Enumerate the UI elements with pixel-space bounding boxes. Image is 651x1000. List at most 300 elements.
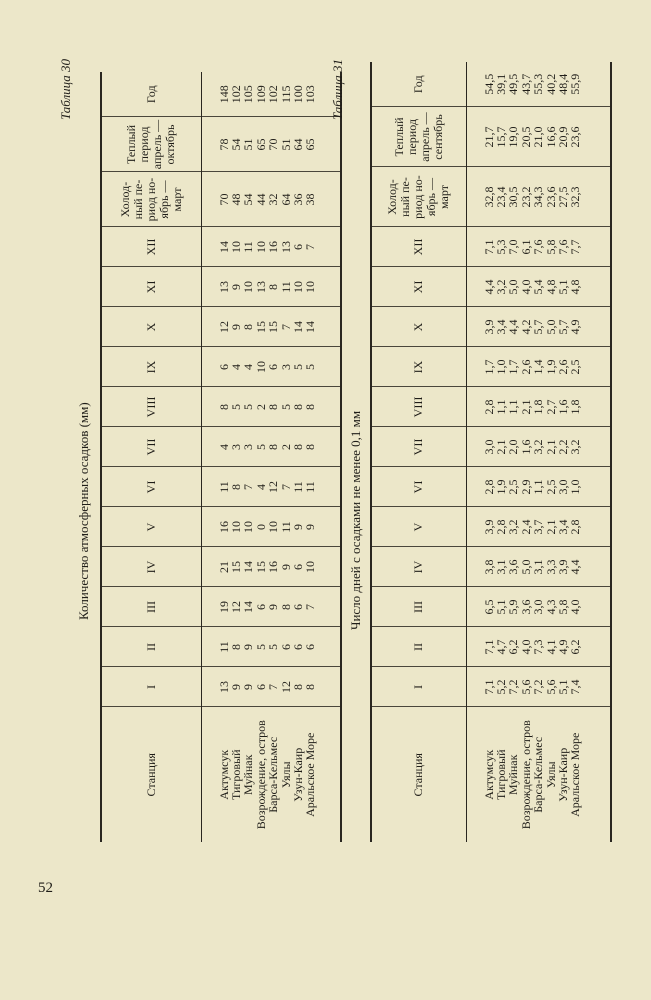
table31-cell: 3,6 bbox=[506, 559, 521, 575]
table30-data-column-12 bbox=[201, 227, 341, 267]
table30-cell: 15 bbox=[253, 561, 268, 573]
table30-header-13: Холод-ный пе-риод но-ябрь — март bbox=[101, 172, 201, 227]
table30-cell: 6 bbox=[266, 364, 281, 370]
table30-cell: 115 bbox=[278, 85, 293, 104]
table31-cell: 3,7 bbox=[531, 519, 546, 535]
table31-cell: 3,3 bbox=[543, 559, 558, 575]
table31-cell: 3,2 bbox=[531, 439, 546, 455]
table31-cell: 1,1 bbox=[531, 479, 546, 495]
table31-cell: 48,4 bbox=[555, 73, 570, 95]
table31-cell: 2,1 bbox=[543, 519, 558, 535]
table30-cell: 19 bbox=[216, 601, 231, 613]
table30-data-column-14 bbox=[201, 117, 341, 172]
table31-header-11: XI bbox=[371, 267, 466, 307]
table30-cell: 13 bbox=[253, 281, 268, 293]
table31-cell: 1,7 bbox=[481, 359, 496, 375]
table-31-header-row bbox=[371, 62, 466, 842]
table30-cell: 11 bbox=[216, 641, 231, 653]
table31-cell: 4,9 bbox=[568, 319, 583, 335]
table30-cell: 14 bbox=[216, 241, 231, 253]
table31-data-column-10 bbox=[466, 307, 611, 347]
table30-cell: 8 bbox=[266, 404, 281, 410]
table30-data-column-1 bbox=[201, 667, 341, 707]
table30-cell: 100 bbox=[290, 85, 305, 104]
table31-station-name: Тигровый bbox=[493, 749, 508, 801]
table30-cell: 65 bbox=[253, 138, 268, 151]
table31-cell: 40,2 bbox=[543, 73, 558, 95]
table30-cell: 54 bbox=[228, 138, 243, 151]
table31-cell: 43,7 bbox=[518, 73, 533, 95]
table30-cell: 9 bbox=[241, 644, 256, 650]
table31-header-4: IV bbox=[371, 547, 466, 587]
table-31-label: Таблица 31 bbox=[330, 58, 345, 120]
table30-cell: 5 bbox=[290, 364, 305, 370]
table31-cell: 7,3 bbox=[531, 639, 546, 655]
table30-station-name: Узун-Каир bbox=[290, 747, 305, 802]
table31-data-column-5 bbox=[466, 507, 611, 547]
table31-cell: 2,5 bbox=[506, 479, 521, 495]
table31-cell: 7,4 bbox=[568, 679, 583, 695]
table31-cell: 3,0 bbox=[481, 439, 496, 455]
table31-cell: 5,8 bbox=[543, 239, 558, 255]
table31-cell: 21,7 bbox=[481, 126, 496, 148]
table30-cell: 10 bbox=[303, 281, 318, 293]
table30-station-name: Аральское Море bbox=[303, 732, 318, 817]
table30-data-column-6 bbox=[201, 467, 341, 507]
table30-cell: 12 bbox=[228, 601, 243, 613]
table30-header-5: V bbox=[101, 507, 201, 547]
table30-cell: 3 bbox=[278, 364, 293, 370]
table31-cell: 7,6 bbox=[531, 239, 546, 255]
table30-cell: 13 bbox=[216, 281, 231, 293]
table30-header-7: VII bbox=[101, 427, 201, 467]
table30-header-12: XII bbox=[101, 227, 201, 267]
table30-cell: 8 bbox=[266, 284, 281, 290]
table30-cell: 5 bbox=[253, 644, 268, 650]
table31-cell: 4,4 bbox=[481, 279, 496, 295]
table31-cell: 32,8 bbox=[481, 186, 496, 208]
table30-header-11: XI bbox=[101, 267, 201, 307]
table30-cell: 10 bbox=[253, 361, 268, 373]
table31-header-2: II bbox=[371, 627, 466, 667]
table30-cell: 6 bbox=[290, 644, 305, 650]
table31-cell: 3,2 bbox=[493, 279, 508, 295]
table31-cell: 3,1 bbox=[493, 559, 508, 575]
table-31-body-row bbox=[466, 62, 611, 842]
table30-cell: 11 bbox=[241, 241, 256, 253]
table31-cell: 5,0 bbox=[506, 279, 521, 295]
table30-cell: 14 bbox=[303, 321, 318, 333]
table31-data-column-2 bbox=[466, 627, 611, 667]
table30-cell: 9 bbox=[266, 604, 281, 610]
table30-cell: 38 bbox=[303, 193, 318, 206]
table31-cell: 5,7 bbox=[531, 319, 546, 335]
table30-header-15: Год bbox=[101, 72, 201, 117]
table31-header-13: Холод-ный пе-риод но-ябрь — март bbox=[371, 167, 466, 227]
table31-cell: 1,7 bbox=[506, 359, 521, 375]
table31-cell: 4,0 bbox=[568, 599, 583, 615]
table31-cell: 1,0 bbox=[568, 479, 583, 495]
table30-cell: 8 bbox=[228, 644, 243, 650]
table31-data-column-9 bbox=[466, 347, 611, 387]
table30-cell: 10 bbox=[228, 241, 243, 253]
table31-cell: 3,4 bbox=[493, 319, 508, 335]
table31-header-9: IX bbox=[371, 347, 466, 387]
table31-cell: 3,1 bbox=[531, 559, 546, 575]
table30-data-column-3 bbox=[201, 587, 341, 627]
table31-data-column-6 bbox=[466, 467, 611, 507]
table31-header-0: Станция bbox=[371, 707, 466, 842]
table30-cell: 48 bbox=[228, 193, 243, 206]
table31-cell: 6,5 bbox=[481, 599, 496, 615]
table30-cell: 21 bbox=[216, 561, 231, 573]
table30-station-name: Возрождение, остров bbox=[253, 720, 268, 830]
table31-cell: 7,0 bbox=[506, 239, 521, 255]
table31-cell: 7,2 bbox=[531, 679, 546, 695]
table31-cell: 5,0 bbox=[543, 319, 558, 335]
table31-cell: 2,8 bbox=[481, 479, 496, 495]
table31-cell: 2,5 bbox=[568, 359, 583, 375]
table30-cell: 5 bbox=[266, 644, 281, 650]
table31-station-column bbox=[466, 707, 611, 842]
table31-cell: 55,3 bbox=[531, 73, 546, 95]
table30-cell: 14 bbox=[241, 561, 256, 573]
table30-cell: 8 bbox=[303, 684, 318, 690]
table30-cell: 9 bbox=[228, 284, 243, 290]
table30-data-column-4 bbox=[201, 547, 341, 587]
table30-cell: 6 bbox=[303, 644, 318, 650]
table30-cell: 8 bbox=[303, 444, 318, 450]
table30-cell: 7 bbox=[266, 684, 281, 690]
table31-header-15: Год bbox=[371, 62, 466, 107]
table30-cell: 6 bbox=[216, 364, 231, 370]
table30-cell: 7 bbox=[278, 484, 293, 490]
table30-cell: 6 bbox=[253, 604, 268, 610]
table31-header-1: I bbox=[371, 667, 466, 707]
table31-cell: 1,4 bbox=[531, 359, 546, 375]
table31-cell: 1,1 bbox=[506, 399, 521, 415]
table31-header-8: VIII bbox=[371, 387, 466, 427]
table30-cell: 15 bbox=[228, 561, 243, 573]
table30-header-9: IX bbox=[101, 347, 201, 387]
table31-cell: 16,6 bbox=[543, 126, 558, 148]
table30-cell: 13 bbox=[216, 681, 231, 693]
table31-cell: 1,6 bbox=[555, 399, 570, 415]
table30-cell: 9 bbox=[228, 324, 243, 330]
table31-cell: 3,4 bbox=[555, 519, 570, 535]
table31-header-10: X bbox=[371, 307, 466, 347]
table30-cell: 148 bbox=[216, 85, 231, 104]
table31-cell: 2,5 bbox=[543, 479, 558, 495]
table31-cell: 7,1 bbox=[481, 679, 496, 695]
table31-cell: 5,3 bbox=[493, 239, 508, 255]
table30-header-6: VI bbox=[101, 467, 201, 507]
table30-cell: 5 bbox=[303, 364, 318, 370]
table31-cell: 3,9 bbox=[481, 319, 496, 335]
table31-cell: 5,4 bbox=[531, 279, 546, 295]
table30-cell: 9 bbox=[228, 684, 243, 690]
table31-data-column-7 bbox=[466, 427, 611, 467]
table30-cell: 14 bbox=[290, 321, 305, 333]
table30-cell: 7 bbox=[303, 604, 318, 610]
table30-data-column-7 bbox=[201, 427, 341, 467]
table30-cell: 11 bbox=[216, 481, 231, 493]
table30-cell: 6 bbox=[290, 564, 305, 570]
table31-cell: 49,5 bbox=[506, 73, 521, 95]
table31-cell: 3,9 bbox=[481, 519, 496, 535]
table31-header-7: VII bbox=[371, 427, 466, 467]
table30-cell: 4 bbox=[216, 444, 231, 450]
table31-cell: 6,2 bbox=[506, 639, 521, 655]
table31-data-column-15 bbox=[466, 62, 611, 107]
table30-cell: 15 bbox=[253, 321, 268, 333]
table30-cell: 64 bbox=[278, 193, 293, 206]
table31-cell: 5,6 bbox=[518, 679, 533, 695]
table31-cell: 23,4 bbox=[493, 186, 508, 208]
table30-station-name: Уялы bbox=[278, 761, 293, 789]
table30-cell: 15 bbox=[266, 321, 281, 333]
table31-data-column-3 bbox=[466, 587, 611, 627]
table30-cell: 70 bbox=[216, 193, 231, 206]
table30-station-name: Тигровый bbox=[228, 749, 243, 801]
table31-cell: 7,1 bbox=[481, 639, 496, 655]
table31-cell: 4,9 bbox=[555, 639, 570, 655]
table31-cell: 6,1 bbox=[518, 239, 533, 255]
table31-cell: 2,4 bbox=[518, 519, 533, 535]
table30-cell: 10 bbox=[241, 521, 256, 533]
table30-cell: 51 bbox=[278, 138, 293, 151]
table-30 bbox=[100, 72, 342, 842]
table31-cell: 2,2 bbox=[555, 439, 570, 455]
table30-cell: 14 bbox=[241, 601, 256, 613]
table31-cell: 3,8 bbox=[481, 559, 496, 575]
table30-cell: 7 bbox=[241, 484, 256, 490]
table31-cell: 4,8 bbox=[543, 279, 558, 295]
table30-cell: 11 bbox=[290, 481, 305, 493]
table30-cell: 6 bbox=[290, 604, 305, 610]
table31-cell: 5,0 bbox=[518, 559, 533, 575]
table31-station-name: Уялы bbox=[543, 761, 558, 789]
table30-cell: 105 bbox=[241, 85, 256, 104]
table30-cell: 8 bbox=[241, 324, 256, 330]
table30-station-column bbox=[201, 707, 341, 842]
table-31-title: Число дней с осадками не менее 0,1 мм bbox=[348, 410, 363, 630]
table30-cell: 8 bbox=[266, 444, 281, 450]
table31-cell: 4,1 bbox=[543, 639, 558, 655]
table31-cell: 1,6 bbox=[518, 439, 533, 455]
table31-cell: 5,9 bbox=[506, 599, 521, 615]
table30-cell: 64 bbox=[290, 138, 305, 151]
table-30-label: Таблица 30 bbox=[58, 58, 73, 120]
table30-cell: 3 bbox=[228, 444, 243, 450]
table31-cell: 7,7 bbox=[568, 239, 583, 255]
table30-header-14: Теплый период апрель — октябрь bbox=[101, 117, 201, 172]
table30-cell: 8 bbox=[228, 484, 243, 490]
table31-station-name: Аральское Море bbox=[568, 732, 583, 817]
table31-cell: 23,2 bbox=[518, 186, 533, 208]
table30-data-column-15 bbox=[201, 72, 341, 117]
table31-cell: 5,8 bbox=[555, 599, 570, 615]
table31-cell: 23,6 bbox=[568, 126, 583, 148]
table30-data-column-5 bbox=[201, 507, 341, 547]
table30-cell: 4 bbox=[241, 364, 256, 370]
table30-station-name: Актумсук bbox=[216, 749, 231, 800]
table31-cell: 15,7 bbox=[493, 126, 508, 148]
table31-cell: 5,6 bbox=[543, 679, 558, 695]
table30-cell: 10 bbox=[228, 521, 243, 533]
table31-station-name: Узун-Каир bbox=[555, 747, 570, 802]
table-30-body-row bbox=[201, 72, 341, 842]
table31-station-name: Барса-Кельмес bbox=[531, 736, 546, 813]
table31-cell: 3,9 bbox=[555, 559, 570, 575]
table31-cell: 2,7 bbox=[543, 399, 558, 415]
table31-cell: 4,0 bbox=[518, 279, 533, 295]
table30-header-4: IV bbox=[101, 547, 201, 587]
table31-data-column-4 bbox=[466, 547, 611, 587]
table31-cell: 2,1 bbox=[518, 399, 533, 415]
table31-cell: 27,5 bbox=[555, 186, 570, 208]
table30-cell: 7 bbox=[303, 244, 318, 250]
table30-data-column-11 bbox=[201, 267, 341, 307]
table31-cell: 4,8 bbox=[568, 279, 583, 295]
table31-cell: 7,1 bbox=[481, 239, 496, 255]
table30-cell: 16 bbox=[216, 521, 231, 533]
table31-header-12: XII bbox=[371, 227, 466, 267]
table31-data-column-14 bbox=[466, 107, 611, 167]
table31-cell: 20,5 bbox=[518, 126, 533, 148]
table30-cell: 70 bbox=[266, 138, 281, 151]
table30-cell: 9 bbox=[278, 564, 293, 570]
table31-data-column-13 bbox=[466, 167, 611, 227]
table31-cell: 39,1 bbox=[493, 73, 508, 95]
table30-cell: 8 bbox=[303, 404, 318, 410]
table31-cell: 2,1 bbox=[543, 439, 558, 455]
table31-cell: 4,0 bbox=[518, 639, 533, 655]
table30-cell: 54 bbox=[241, 193, 256, 206]
table30-cell: 9 bbox=[303, 524, 318, 530]
table31-station-name: Возрождение, остров bbox=[518, 720, 533, 830]
table31-cell: 3,0 bbox=[555, 479, 570, 495]
table30-cell: 10 bbox=[303, 561, 318, 573]
table30-cell: 16 bbox=[266, 241, 281, 253]
table31-station-name: Актумсук bbox=[481, 749, 496, 800]
table-30-header-row bbox=[101, 72, 201, 842]
table30-cell: 65 bbox=[303, 138, 318, 151]
table30-data-column-9 bbox=[201, 347, 341, 387]
table30-cell: 11 bbox=[278, 521, 293, 533]
table30-cell: 32 bbox=[266, 193, 281, 206]
table30-header-1: I bbox=[101, 667, 201, 707]
table31-cell: 2,8 bbox=[493, 519, 508, 535]
table30-cell: 5 bbox=[278, 404, 293, 410]
table31-cell: 2,9 bbox=[518, 479, 533, 495]
table30-header-8: VIII bbox=[101, 387, 201, 427]
table31-cell: 34,3 bbox=[531, 186, 546, 208]
table30-cell: 12 bbox=[278, 681, 293, 693]
table30-cell: 6 bbox=[253, 684, 268, 690]
table30-cell: 6 bbox=[290, 244, 305, 250]
table31-cell: 1,0 bbox=[493, 359, 508, 375]
table31-cell: 4,4 bbox=[506, 319, 521, 335]
table31-cell: 5,1 bbox=[555, 679, 570, 695]
table31-header-14: Теплый период апрель — сентябрь bbox=[371, 107, 466, 167]
table30-cell: 10 bbox=[253, 241, 268, 253]
table31-data-column-8 bbox=[466, 387, 611, 427]
table31-header-5: V bbox=[371, 507, 466, 547]
table30-header-2: II bbox=[101, 627, 201, 667]
table30-data-column-8 bbox=[201, 387, 341, 427]
table30-header-3: III bbox=[101, 587, 201, 627]
table30-cell: 9 bbox=[290, 524, 305, 530]
table31-data-column-12 bbox=[466, 227, 611, 267]
table31-cell: 3,6 bbox=[518, 599, 533, 615]
table31-cell: 4,4 bbox=[568, 559, 583, 575]
table30-cell: 9 bbox=[241, 684, 256, 690]
table30-cell: 8 bbox=[278, 604, 293, 610]
table31-cell: 3,2 bbox=[506, 519, 521, 535]
table31-cell: 23,6 bbox=[543, 186, 558, 208]
table31-cell: 7,6 bbox=[555, 239, 570, 255]
table30-cell: 102 bbox=[266, 85, 281, 104]
table31-cell: 5,2 bbox=[493, 679, 508, 695]
table30-cell: 8 bbox=[216, 404, 231, 410]
table-31 bbox=[370, 62, 612, 842]
table30-cell: 109 bbox=[253, 85, 268, 104]
table30-cell: 12 bbox=[266, 481, 281, 493]
table31-cell: 21,0 bbox=[531, 126, 546, 148]
table30-cell: 2 bbox=[253, 404, 268, 410]
table30-cell: 5 bbox=[253, 444, 268, 450]
table31-cell: 4,7 bbox=[493, 639, 508, 655]
table31-cell: 3,2 bbox=[568, 439, 583, 455]
table30-cell: 10 bbox=[266, 521, 281, 533]
table31-cell: 5,7 bbox=[555, 319, 570, 335]
table30-cell: 2 bbox=[278, 444, 293, 450]
table30-cell: 44 bbox=[253, 193, 268, 206]
table31-cell: 2,6 bbox=[555, 359, 570, 375]
table30-cell: 103 bbox=[303, 85, 318, 104]
table30-cell: 8 bbox=[290, 404, 305, 410]
table30-cell: 78 bbox=[216, 138, 231, 151]
table31-cell: 1,9 bbox=[493, 479, 508, 495]
table30-cell: 11 bbox=[278, 281, 293, 293]
table31-cell: 2,8 bbox=[568, 519, 583, 535]
table-30-title: Количество атмосферных осадков (мм) bbox=[76, 402, 91, 620]
table30-cell: 4 bbox=[228, 364, 243, 370]
table30-cell: 16 bbox=[266, 561, 281, 573]
table30-cell: 5 bbox=[241, 404, 256, 410]
table31-cell: 6,2 bbox=[568, 639, 583, 655]
table31-cell: 5,1 bbox=[493, 599, 508, 615]
table30-data-column-2 bbox=[201, 627, 341, 667]
table30-cell: 10 bbox=[241, 281, 256, 293]
table30-header-0: Станция bbox=[101, 707, 201, 842]
table31-cell: 55,9 bbox=[568, 73, 583, 95]
table30-cell: 3 bbox=[241, 444, 256, 450]
table30-data-column-10 bbox=[201, 307, 341, 347]
table30-header-10: X bbox=[101, 307, 201, 347]
table31-cell: 54,5 bbox=[481, 73, 496, 95]
table31-cell: 5,1 bbox=[555, 279, 570, 295]
table30-cell: 102 bbox=[228, 85, 243, 104]
table31-cell: 2,0 bbox=[506, 439, 521, 455]
table30-station-name: Муйнак bbox=[241, 754, 256, 795]
table30-cell: 8 bbox=[290, 684, 305, 690]
table31-header-6: VI bbox=[371, 467, 466, 507]
table31-cell: 3,0 bbox=[531, 599, 546, 615]
table30-cell: 0 bbox=[253, 524, 268, 530]
table31-cell: 1,9 bbox=[543, 359, 558, 375]
